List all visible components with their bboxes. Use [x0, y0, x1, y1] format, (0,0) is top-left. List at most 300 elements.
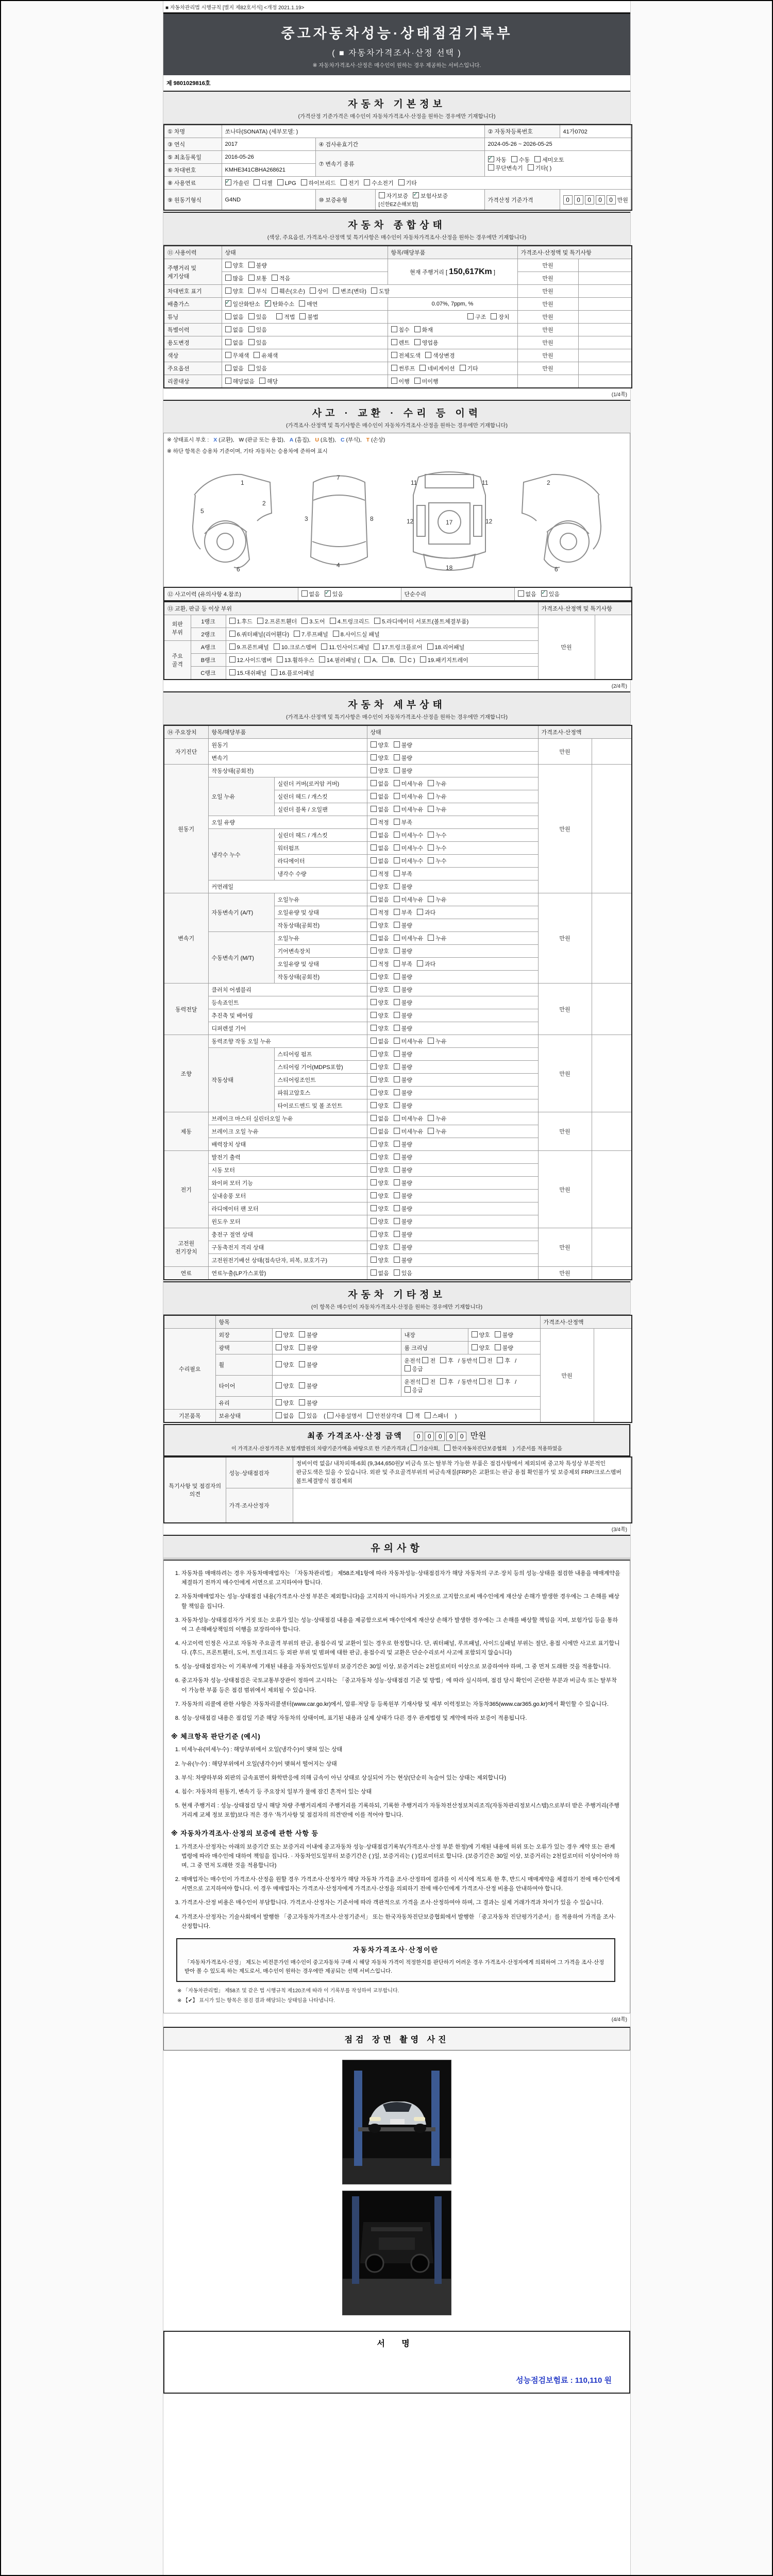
- check-option[interactable]: [420, 656, 468, 664]
- checkbox-icon[interactable]: [394, 1089, 400, 1095]
- check-option[interactable]: [472, 1331, 490, 1339]
- check-option[interactable]: [394, 947, 412, 955]
- checkbox-icon[interactable]: [407, 1412, 413, 1418]
- check-option[interactable]: [367, 1412, 402, 1420]
- checkbox-icon[interactable]: [272, 287, 278, 294]
- checkbox-icon[interactable]: [229, 669, 236, 675]
- check-option[interactable]: [391, 338, 410, 347]
- checkbox-icon[interactable]: [371, 1218, 377, 1224]
- checkbox-icon[interactable]: [394, 1244, 400, 1250]
- check-option[interactable]: [428, 1114, 446, 1123]
- check-option[interactable]: [371, 741, 389, 749]
- checkbox-icon[interactable]: [371, 780, 377, 786]
- check-option[interactable]: [229, 630, 290, 638]
- checkbox-icon[interactable]: [299, 1382, 305, 1388]
- checkbox-icon[interactable]: [248, 275, 255, 281]
- checkbox-icon[interactable]: [398, 179, 405, 185]
- checkbox-icon[interactable]: [248, 339, 255, 345]
- checkbox-icon[interactable]: [428, 844, 434, 851]
- check-option[interactable]: [427, 643, 465, 651]
- check-option[interactable]: [444, 1444, 507, 1452]
- checkbox-icon[interactable]: [394, 780, 400, 786]
- check-option[interactable]: [394, 1089, 412, 1097]
- check-option[interactable]: [394, 921, 412, 929]
- check-option[interactable]: [371, 883, 389, 891]
- check-option[interactable]: [391, 326, 410, 334]
- checkbox-icon[interactable]: [371, 960, 377, 967]
- check-option[interactable]: [248, 364, 267, 372]
- check-option[interactable]: [229, 656, 272, 664]
- checkbox-icon[interactable]: [371, 1154, 377, 1160]
- check-option[interactable]: [394, 741, 412, 749]
- check-option[interactable]: [394, 1127, 424, 1136]
- check-option[interactable]: [276, 1361, 294, 1369]
- checkbox-icon[interactable]: [394, 1102, 400, 1108]
- check-option[interactable]: [394, 973, 412, 981]
- checkbox-icon[interactable]: [371, 857, 377, 863]
- check-option[interactable]: [379, 192, 409, 200]
- check-option[interactable]: [301, 590, 320, 598]
- checkbox-icon[interactable]: [371, 883, 377, 889]
- check-option[interactable]: [411, 1444, 440, 1452]
- check-option[interactable]: [391, 377, 410, 385]
- check-option[interactable]: [491, 313, 509, 321]
- checkbox-icon[interactable]: [394, 1128, 400, 1134]
- check-option[interactable]: [479, 1378, 493, 1386]
- check-option[interactable]: [325, 590, 343, 598]
- checkbox-icon[interactable]: [333, 631, 339, 637]
- check-option[interactable]: [371, 947, 389, 955]
- check-option[interactable]: [371, 1269, 389, 1277]
- checkbox-icon[interactable]: [413, 192, 419, 198]
- checkbox-icon[interactable]: [371, 870, 377, 876]
- check-option[interactable]: [229, 669, 267, 677]
- check-option[interactable]: [428, 831, 446, 839]
- checkbox-icon[interactable]: [479, 1357, 485, 1363]
- check-option[interactable]: [371, 779, 389, 788]
- checkbox-icon[interactable]: [301, 618, 308, 624]
- checkbox-icon[interactable]: [488, 164, 494, 171]
- checkbox-icon[interactable]: [394, 1025, 400, 1031]
- check-option[interactable]: [371, 818, 389, 826]
- checkbox-icon[interactable]: [440, 1357, 446, 1363]
- checkbox-icon[interactable]: [248, 262, 255, 268]
- check-option[interactable]: [259, 377, 278, 385]
- checkbox-icon[interactable]: [367, 1412, 373, 1418]
- checkbox-icon[interactable]: [265, 300, 271, 307]
- checkbox-icon[interactable]: [414, 378, 421, 384]
- checkbox-icon[interactable]: [428, 780, 434, 786]
- check-option[interactable]: [391, 351, 421, 360]
- check-option[interactable]: [330, 617, 369, 625]
- checkbox-icon[interactable]: [371, 844, 377, 851]
- checkbox-icon[interactable]: [428, 1128, 434, 1134]
- checkbox-icon[interactable]: [472, 1344, 478, 1350]
- checkbox-icon[interactable]: [294, 631, 300, 637]
- check-option[interactable]: [394, 1192, 412, 1200]
- check-option[interactable]: [301, 179, 336, 187]
- check-option[interactable]: [488, 156, 507, 164]
- check-option[interactable]: [276, 1382, 294, 1390]
- check-option[interactable]: [374, 617, 468, 625]
- check-option[interactable]: [413, 192, 448, 200]
- check-option[interactable]: [371, 767, 389, 775]
- check-option[interactable]: [310, 287, 328, 295]
- check-option[interactable]: [394, 1205, 412, 1213]
- check-option[interactable]: [394, 1037, 424, 1045]
- check-option[interactable]: [299, 1382, 317, 1390]
- checkbox-icon[interactable]: [272, 275, 278, 281]
- checkbox-icon[interactable]: [394, 832, 400, 838]
- check-option[interactable]: [394, 1114, 424, 1123]
- checkbox-icon[interactable]: [394, 883, 400, 889]
- checkbox-icon[interactable]: [394, 909, 400, 915]
- check-option[interactable]: [371, 1050, 389, 1058]
- checkbox-icon[interactable]: [299, 1331, 305, 1337]
- checkbox-icon[interactable]: [259, 378, 265, 384]
- check-option[interactable]: [321, 643, 369, 651]
- check-option[interactable]: [394, 1217, 412, 1226]
- checkbox-icon[interactable]: [330, 618, 336, 624]
- check-option[interactable]: [394, 1024, 412, 1032]
- check-option[interactable]: [371, 998, 389, 1007]
- checkbox-icon[interactable]: [371, 1205, 377, 1211]
- checkbox-icon[interactable]: [371, 741, 377, 748]
- checkbox-icon[interactable]: [321, 643, 327, 650]
- check-option[interactable]: [414, 377, 439, 385]
- checkbox-icon[interactable]: [394, 1257, 400, 1263]
- checkbox-icon[interactable]: [371, 1076, 377, 1082]
- check-option[interactable]: [371, 1127, 389, 1136]
- check-option[interactable]: [225, 274, 244, 282]
- check-option[interactable]: [428, 779, 446, 788]
- check-option[interactable]: [371, 805, 389, 814]
- checkbox-icon[interactable]: [394, 1231, 400, 1237]
- checkbox-icon[interactable]: [391, 365, 397, 371]
- checkbox-icon[interactable]: [414, 326, 421, 332]
- check-option[interactable]: [371, 973, 389, 981]
- check-option[interactable]: [225, 364, 244, 372]
- checkbox-icon[interactable]: [254, 179, 260, 185]
- check-option[interactable]: [371, 1101, 389, 1110]
- check-option[interactable]: [541, 590, 560, 598]
- checkbox-icon[interactable]: [394, 973, 400, 979]
- checkbox-icon[interactable]: [225, 300, 231, 307]
- checkbox-icon[interactable]: [394, 844, 400, 851]
- checkbox-icon[interactable]: [371, 1179, 377, 1185]
- check-option[interactable]: [225, 261, 244, 269]
- check-option[interactable]: [394, 1256, 412, 1264]
- checkbox-icon[interactable]: [374, 618, 380, 624]
- checkbox-icon[interactable]: [299, 1412, 305, 1418]
- checkbox-icon[interactable]: [374, 643, 380, 650]
- check-option[interactable]: [371, 986, 389, 994]
- checkbox-icon[interactable]: [394, 870, 400, 876]
- check-option[interactable]: [229, 643, 269, 651]
- checkbox-icon[interactable]: [417, 960, 423, 967]
- check-option[interactable]: [428, 805, 446, 814]
- check-option[interactable]: [371, 1179, 389, 1187]
- checkbox-icon[interactable]: [394, 1218, 400, 1224]
- checkbox-icon[interactable]: [541, 590, 547, 597]
- checkbox-icon[interactable]: [371, 1141, 377, 1147]
- checkbox-icon[interactable]: [364, 656, 371, 663]
- check-option[interactable]: [371, 960, 389, 968]
- check-option[interactable]: [534, 156, 564, 164]
- checkbox-icon[interactable]: [411, 1445, 417, 1451]
- check-option[interactable]: [394, 1101, 412, 1110]
- checkbox-icon[interactable]: [391, 326, 397, 332]
- checkbox-icon[interactable]: [274, 643, 280, 650]
- check-option[interactable]: [294, 630, 328, 638]
- checkbox-icon[interactable]: [276, 1412, 282, 1418]
- check-option[interactable]: [371, 1192, 389, 1200]
- checkbox-icon[interactable]: [414, 339, 421, 345]
- check-option[interactable]: [422, 1357, 435, 1365]
- check-option[interactable]: [497, 1378, 510, 1386]
- check-option[interactable]: [394, 934, 424, 942]
- check-option[interactable]: [248, 274, 267, 282]
- check-option[interactable]: [394, 883, 412, 891]
- check-option[interactable]: [371, 1205, 389, 1213]
- checkbox-icon[interactable]: [225, 326, 231, 332]
- checkbox-icon[interactable]: [394, 1192, 400, 1198]
- check-option[interactable]: [371, 921, 389, 929]
- check-option[interactable]: [371, 1076, 389, 1084]
- check-option[interactable]: [319, 656, 360, 664]
- check-option[interactable]: [414, 338, 439, 347]
- check-option[interactable]: [394, 818, 412, 826]
- check-option[interactable]: [371, 1089, 389, 1097]
- checkbox-icon[interactable]: [428, 806, 434, 812]
- checkbox-icon[interactable]: [277, 179, 283, 185]
- check-option[interactable]: [394, 1011, 412, 1020]
- checkbox-icon[interactable]: [299, 1361, 305, 1367]
- check-option[interactable]: [394, 805, 424, 814]
- check-option[interactable]: [371, 1166, 389, 1174]
- checkbox-icon[interactable]: [394, 1141, 400, 1147]
- checkbox-icon[interactable]: [371, 1115, 377, 1121]
- check-option[interactable]: [276, 1399, 294, 1407]
- check-option[interactable]: [407, 1412, 420, 1420]
- check-option[interactable]: [398, 179, 417, 187]
- check-option[interactable]: [467, 313, 486, 321]
- checkbox-icon[interactable]: [417, 909, 423, 915]
- check-option[interactable]: [371, 844, 389, 852]
- check-option[interactable]: [479, 1357, 493, 1365]
- check-option[interactable]: [394, 1179, 412, 1187]
- checkbox-icon[interactable]: [394, 1038, 400, 1044]
- check-option[interactable]: [225, 179, 249, 187]
- checkbox-icon[interactable]: [371, 947, 377, 954]
- check-option[interactable]: [405, 1386, 423, 1394]
- checkbox-icon[interactable]: [371, 935, 377, 941]
- checkbox-icon[interactable]: [271, 669, 277, 675]
- checkbox-icon[interactable]: [371, 1012, 377, 1018]
- checkbox-icon[interactable]: [422, 1357, 428, 1363]
- checkbox-icon[interactable]: [301, 179, 307, 185]
- checkbox-icon[interactable]: [225, 313, 231, 319]
- check-option[interactable]: [394, 1050, 412, 1058]
- check-option[interactable]: [419, 364, 455, 372]
- checkbox-icon[interactable]: [225, 179, 231, 185]
- check-option[interactable]: [394, 870, 412, 878]
- check-option[interactable]: [528, 164, 552, 172]
- check-option[interactable]: [371, 1037, 389, 1045]
- check-option[interactable]: [405, 1365, 423, 1373]
- check-option[interactable]: [248, 287, 267, 295]
- checkbox-icon[interactable]: [511, 156, 517, 162]
- checkbox-icon[interactable]: [225, 378, 231, 384]
- check-option[interactable]: [428, 792, 446, 801]
- checkbox-icon[interactable]: [379, 192, 385, 198]
- checkbox-icon[interactable]: [394, 819, 400, 825]
- checkbox-icon[interactable]: [371, 909, 377, 915]
- check-option[interactable]: [371, 934, 389, 942]
- checkbox-icon[interactable]: [254, 352, 260, 358]
- check-option[interactable]: [497, 1357, 510, 1365]
- checkbox-icon[interactable]: [394, 1063, 400, 1070]
- checkbox-icon[interactable]: [371, 1089, 377, 1095]
- checkbox-icon[interactable]: [444, 1445, 450, 1451]
- check-option[interactable]: [472, 1344, 490, 1352]
- checkbox-icon[interactable]: [405, 1365, 411, 1371]
- checkbox-icon[interactable]: [371, 1025, 377, 1031]
- check-option[interactable]: [254, 351, 278, 360]
- checkbox-icon[interactable]: [495, 1344, 501, 1350]
- checkbox-icon[interactable]: [394, 754, 400, 760]
- checkbox-icon[interactable]: [419, 365, 426, 371]
- check-option[interactable]: [371, 287, 390, 295]
- checkbox-icon[interactable]: [248, 287, 255, 294]
- check-option[interactable]: [299, 300, 317, 308]
- checkbox-icon[interactable]: [276, 1382, 282, 1388]
- check-option[interactable]: [277, 656, 314, 664]
- checkbox-icon[interactable]: [371, 973, 377, 979]
- check-option[interactable]: [364, 656, 377, 664]
- checkbox-icon[interactable]: [371, 1192, 377, 1198]
- checkbox-icon[interactable]: [394, 1050, 400, 1057]
- check-option[interactable]: [225, 326, 244, 334]
- check-option[interactable]: [276, 313, 295, 321]
- checkbox-icon[interactable]: [495, 1331, 501, 1337]
- check-option[interactable]: [394, 1153, 412, 1161]
- check-option[interactable]: [394, 792, 424, 801]
- check-option[interactable]: [299, 313, 318, 321]
- checkbox-icon[interactable]: [428, 1115, 434, 1121]
- check-option[interactable]: [225, 351, 249, 360]
- checkbox-icon[interactable]: [428, 832, 434, 838]
- check-option[interactable]: [440, 1357, 453, 1365]
- check-option[interactable]: [428, 1127, 446, 1136]
- check-option[interactable]: [374, 643, 422, 651]
- checkbox-icon[interactable]: [276, 1344, 282, 1350]
- check-option[interactable]: [394, 831, 424, 839]
- checkbox-icon[interactable]: [428, 793, 434, 799]
- check-option[interactable]: [272, 274, 290, 282]
- checkbox-icon[interactable]: [371, 896, 377, 902]
- checkbox-icon[interactable]: [420, 656, 426, 663]
- checkbox-icon[interactable]: [229, 631, 236, 637]
- checkbox-icon[interactable]: [371, 986, 377, 992]
- check-option[interactable]: [371, 1063, 389, 1071]
- check-option[interactable]: [371, 1140, 389, 1148]
- checkbox-icon[interactable]: [299, 1344, 305, 1350]
- check-option[interactable]: [422, 1378, 435, 1386]
- checkbox-icon[interactable]: [394, 947, 400, 954]
- check-option[interactable]: [277, 179, 296, 187]
- check-option[interactable]: [276, 1331, 294, 1339]
- checkbox-icon[interactable]: [428, 896, 434, 902]
- checkbox-icon[interactable]: [371, 999, 377, 1005]
- checkbox-icon[interactable]: [440, 1378, 446, 1384]
- checkbox-icon[interactable]: [325, 590, 331, 597]
- check-option[interactable]: [254, 179, 272, 187]
- checkbox-icon[interactable]: [371, 1244, 377, 1250]
- check-option[interactable]: [394, 1166, 412, 1174]
- check-option[interactable]: [364, 179, 394, 187]
- checkbox-icon[interactable]: [371, 754, 377, 760]
- check-option[interactable]: [428, 934, 446, 942]
- checkbox-icon[interactable]: [488, 156, 494, 162]
- check-option[interactable]: [371, 908, 389, 917]
- checkbox-icon[interactable]: [394, 960, 400, 967]
- check-option[interactable]: [417, 960, 435, 968]
- checkbox-icon[interactable]: [394, 1076, 400, 1082]
- check-option[interactable]: [371, 1230, 389, 1239]
- checkbox-icon[interactable]: [225, 365, 231, 371]
- check-option[interactable]: [371, 1243, 389, 1251]
- check-option[interactable]: [428, 844, 446, 852]
- check-option[interactable]: [394, 908, 412, 917]
- checkbox-icon[interactable]: [276, 1331, 282, 1337]
- check-option[interactable]: [299, 1331, 317, 1339]
- check-option[interactable]: [394, 1076, 412, 1084]
- checkbox-icon[interactable]: [364, 179, 370, 185]
- checkbox-icon[interactable]: [225, 352, 231, 358]
- checkbox-icon[interactable]: [467, 313, 474, 319]
- checkbox-icon[interactable]: [371, 922, 377, 928]
- check-option[interactable]: [518, 590, 536, 598]
- checkbox-icon[interactable]: [394, 935, 400, 941]
- checkbox-icon[interactable]: [341, 179, 347, 185]
- check-option[interactable]: [400, 656, 415, 664]
- check-option[interactable]: [394, 960, 412, 968]
- checkbox-icon[interactable]: [319, 656, 325, 663]
- check-option[interactable]: [460, 364, 478, 372]
- check-option[interactable]: [371, 895, 389, 904]
- checkbox-icon[interactable]: [371, 1231, 377, 1237]
- check-option[interactable]: [248, 326, 267, 334]
- check-option[interactable]: [301, 617, 325, 625]
- checkbox-icon[interactable]: [229, 643, 236, 650]
- checkbox-icon[interactable]: [425, 1412, 431, 1418]
- checkbox-icon[interactable]: [427, 643, 433, 650]
- checkbox-icon[interactable]: [248, 313, 255, 319]
- check-option[interactable]: [394, 754, 412, 762]
- checkbox-icon[interactable]: [391, 339, 397, 345]
- checkbox-icon[interactable]: [229, 656, 236, 663]
- check-option[interactable]: [272, 287, 305, 295]
- check-option[interactable]: [414, 326, 433, 334]
- checkbox-icon[interactable]: [248, 365, 255, 371]
- checkbox-icon[interactable]: [497, 1357, 503, 1363]
- check-option[interactable]: [225, 287, 244, 295]
- checkbox-icon[interactable]: [371, 1102, 377, 1108]
- checkbox-icon[interactable]: [225, 275, 231, 281]
- checkbox-icon[interactable]: [301, 590, 308, 597]
- check-option[interactable]: [394, 857, 424, 865]
